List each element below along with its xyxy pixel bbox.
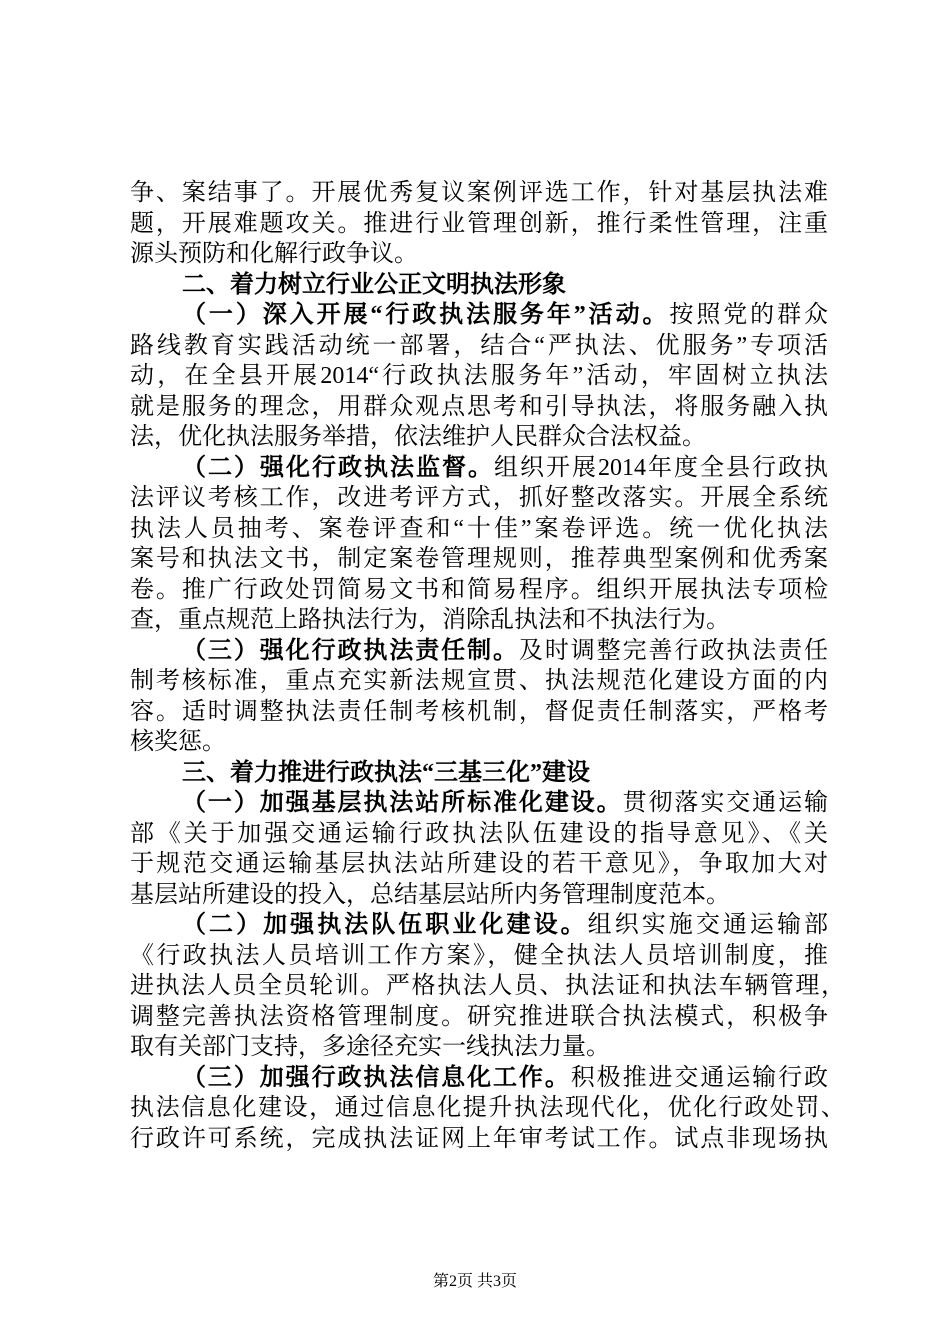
text-line: 题，开展难题攻关。推进行业管理创新，推行柔性管理，注重 — [130, 210, 828, 237]
subsection-lead: （一）深入开展“行政执法服务年”活动。 — [182, 302, 670, 328]
subsection-lead: （一）加强基层执法站所标准化建设。 — [182, 790, 623, 816]
text-line: 调整完善执法资格管理制度。研究推进联合执法模式，积极争 — [130, 1003, 828, 1030]
text-line: 取有关部门支持，多途径充实一线执法力量。 — [130, 1034, 610, 1060]
text-line: 法评议考核工作，改进考评方式，抓好整改落实。开展全系统 — [130, 485, 828, 511]
paragraph — [130, 910, 850, 1063]
text-line — [130, 788, 828, 819]
text-line: 案号和执法文书，制定案卷管理规则，推荐典型案例和优秀案 — [130, 546, 828, 572]
line-text: 按照党的群众 — [669, 302, 829, 328]
text-line — [130, 1063, 828, 1094]
text-line: 路线教育实践活动统一部署，结合“严执法、优服务”专项活 — [130, 332, 828, 359]
text-line: 核奖惩。 — [130, 729, 226, 755]
text-line: 制考核标准，重点充实新法规宣贯、执法规范化建设方面的内 — [130, 668, 828, 694]
paragraph — [130, 300, 850, 453]
text-line: 动，在全县开展2014“行政执法服务年”活动，牢固树立执法 — [130, 363, 828, 389]
text-line — [130, 300, 828, 331]
text-line: 执法信息化建设，通过信息化提升执法现代化，优化行政处罚、 — [130, 1095, 845, 1121]
line-text: 及时调整完善行政执法责任 — [518, 637, 829, 664]
line-text: 组织开展2014年度全县行政执 — [494, 454, 828, 481]
text-line: 源头预防和化解行政争议。 — [130, 241, 418, 267]
text-line: 卷。推广行政处罚简易文书和简易程序。组织开展执法专项检 — [130, 576, 828, 603]
document-body — [130, 178, 850, 1154]
text-line: 进执法人员全员轮训。严格执法人员、执法证和执法车辆管理， — [130, 973, 845, 999]
line-text: 贯彻落实交通运输 — [622, 790, 829, 816]
paragraph — [130, 636, 850, 758]
text-line: 于规范交通运输基层执法站所建设的若干意见》，争取加大对 — [130, 851, 828, 877]
subsection-lead: （二）加强执法队伍职业化建设。 — [182, 912, 588, 938]
paragraph — [130, 453, 850, 636]
text-line: 基层站所建设的投入，总结基层站所内务管理制度范本。 — [130, 881, 730, 908]
subsection-lead: （三）加强行政执法信息化工作。 — [182, 1064, 571, 1091]
paragraph — [130, 1063, 850, 1155]
line-text: 组织实施交通运输部 — [587, 912, 829, 938]
text-line: 行政许可系统，完成执法证网上年审考试工作。试点非现场执 — [130, 1125, 828, 1152]
text-line: 争、案结事了。开展优秀复议案例评选工作，针对基层执法难 — [130, 180, 828, 206]
text-line: 查，重点规范上路执法行为，消除乱执法和不执法行为。 — [130, 607, 730, 633]
section-heading: 二、着力树立行业公正文明执法形象 — [182, 271, 566, 298]
paragraph — [130, 788, 850, 910]
line-text: 积极推进交通运输行政 — [570, 1064, 828, 1091]
section-heading: 三、着力推进行政执法“三基三化”建设 — [182, 759, 590, 786]
text-line: 就是服务的理念，用群众观点思考和引导执法，将服务融入执 — [130, 393, 828, 420]
text-line — [130, 636, 828, 667]
paragraph — [130, 178, 850, 270]
text-line: 法，优化执法服务举措，依法维护人民群众合法权益。 — [130, 424, 706, 450]
text-line: 部《关于加强交通运输行政执法队伍建设的指导意见》、《关 — [130, 820, 828, 847]
subsection-lead: （三）强化行政执法责任制。 — [182, 637, 519, 664]
text-line: 容。适时调整执法责任制考核机制，督促责任制落实，严格考 — [130, 698, 828, 725]
text-line — [130, 910, 828, 941]
subsection-lead: （二）强化行政执法监督。 — [182, 454, 494, 481]
text-line: 《行政执法人员培训工作方案》，健全执法人员培训制度，推 — [130, 942, 828, 969]
text-line — [130, 453, 828, 484]
text-line: 执法人员抽考、案卷评查和“十佳”案卷评选。统一优化执法 — [130, 515, 828, 542]
page-number: 第2页 共3页 — [432, 1273, 517, 1290]
